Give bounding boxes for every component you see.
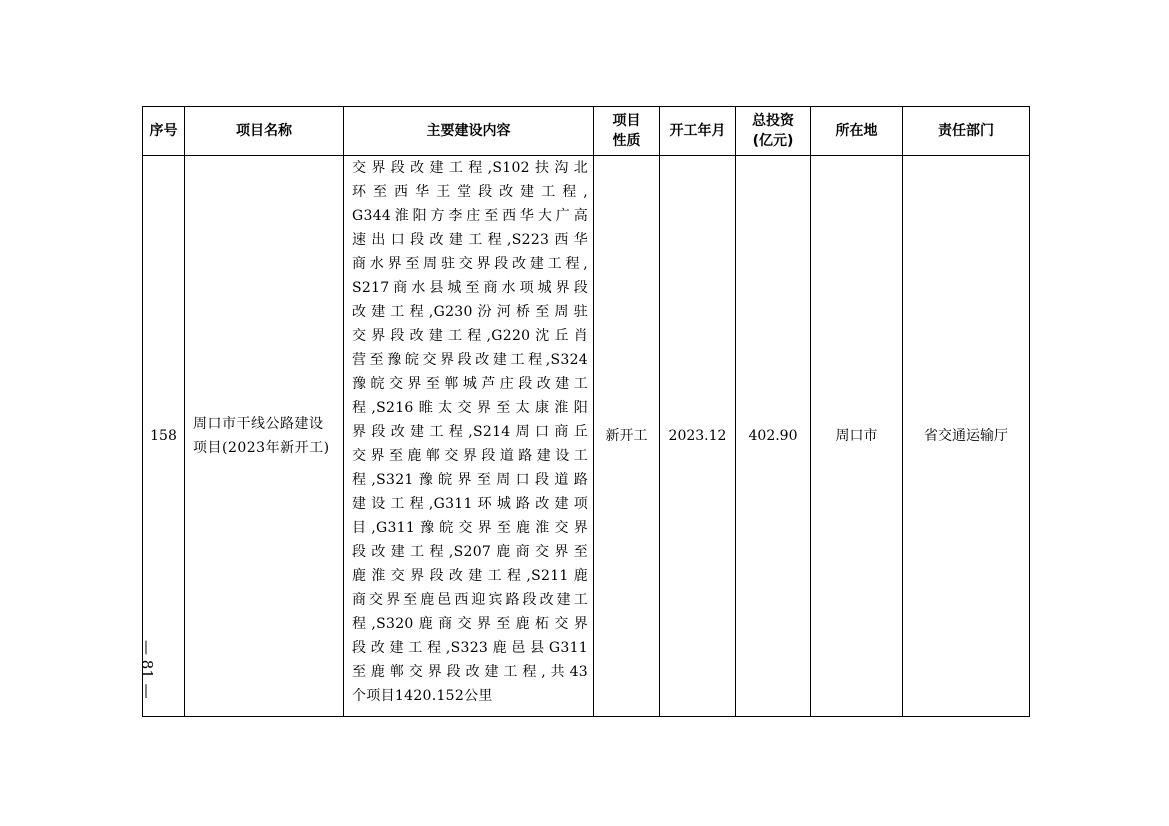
content-line: 交界段改建工程,G220沈丘肖 — [352, 328, 588, 344]
project-table — [142, 106, 1030, 717]
header-index: 序号 — [143, 107, 185, 156]
content-line: 目,G311豫皖交界至鹿淮交界 — [352, 520, 588, 536]
cell-start: 2023.12 — [660, 156, 736, 717]
content-line: 商水界至周驻交界段改建工程, — [352, 256, 588, 272]
header-investment — [736, 107, 811, 156]
cell-dept: 省交通运输厅 — [903, 156, 1030, 717]
content-line: 界段改建工程,S214周口商丘 — [352, 424, 588, 440]
content-line: 程,S216睢太交界至太康淮阳 — [352, 400, 588, 416]
content-line: 交界至鹿郸交界段道路建设工 — [352, 448, 588, 464]
content-line: 豫皖交界至郸城芦庄段改建工 — [352, 376, 588, 392]
content-line: S217商水县城至商水项城界段 — [352, 280, 588, 296]
content-line: 段改建工程,S323鹿邑县G311 — [352, 640, 588, 656]
header-nature-line2: 性质 — [612, 133, 641, 149]
table-row — [143, 156, 1030, 717]
header-row — [143, 107, 1030, 156]
cell-investment: 402.90 — [736, 156, 811, 717]
content-line: 程,S321豫皖界至周口段道路 — [352, 472, 588, 488]
header-nature — [594, 107, 660, 156]
content-line: 至鹿郸交界段改建工程,共43 — [352, 664, 588, 680]
content-line: 段改建工程,S207鹿商交界至 — [352, 544, 588, 560]
content-line: 速出口段改建工程,S223西华 — [352, 232, 588, 248]
header-location: 所在地 — [811, 107, 903, 156]
content-line: 改建工程,G230汾河桥至周驻 — [352, 304, 588, 320]
content-line: 营至豫皖交界段改建工程,S324 — [352, 352, 588, 368]
header-investment-line1: 总投资 — [752, 113, 794, 129]
content-line: 个项目1420.152公里 — [352, 688, 493, 704]
header-name: 项目名称 — [185, 107, 344, 156]
cell-location: 周口市 — [811, 156, 903, 717]
content-line: 环至西华王堂段改建工程, — [352, 184, 588, 200]
page-number: — 81 — — [138, 640, 156, 699]
header-investment-line2: (亿元) — [752, 133, 794, 149]
cell-index: 158 — [143, 156, 185, 717]
content-line: 交界段改建工程,S102扶沟北 — [352, 160, 588, 176]
header-nature-line1: 项目 — [612, 113, 641, 129]
content-line: 鹿淮交界段改建工程,S211鹿 — [352, 568, 588, 584]
content-line: 建设工程,G311环城路改建项 — [352, 496, 588, 512]
header-start: 开工年月 — [660, 107, 736, 156]
content-line: 程,S320鹿商交界至鹿柘交界 — [352, 616, 588, 632]
content-line: 商交界至鹿邑西迎宾路段改建工 — [352, 592, 588, 608]
header-content: 主要建设内容 — [344, 107, 594, 156]
header-dept: 责任部门 — [903, 107, 1030, 156]
cell-content — [344, 156, 594, 717]
cell-name: 周口市干线公路建设项目(2023年新开工) — [185, 156, 344, 717]
content-line: G344淮阳方李庄至西华大广高 — [352, 208, 588, 224]
cell-nature: 新开工 — [594, 156, 660, 717]
